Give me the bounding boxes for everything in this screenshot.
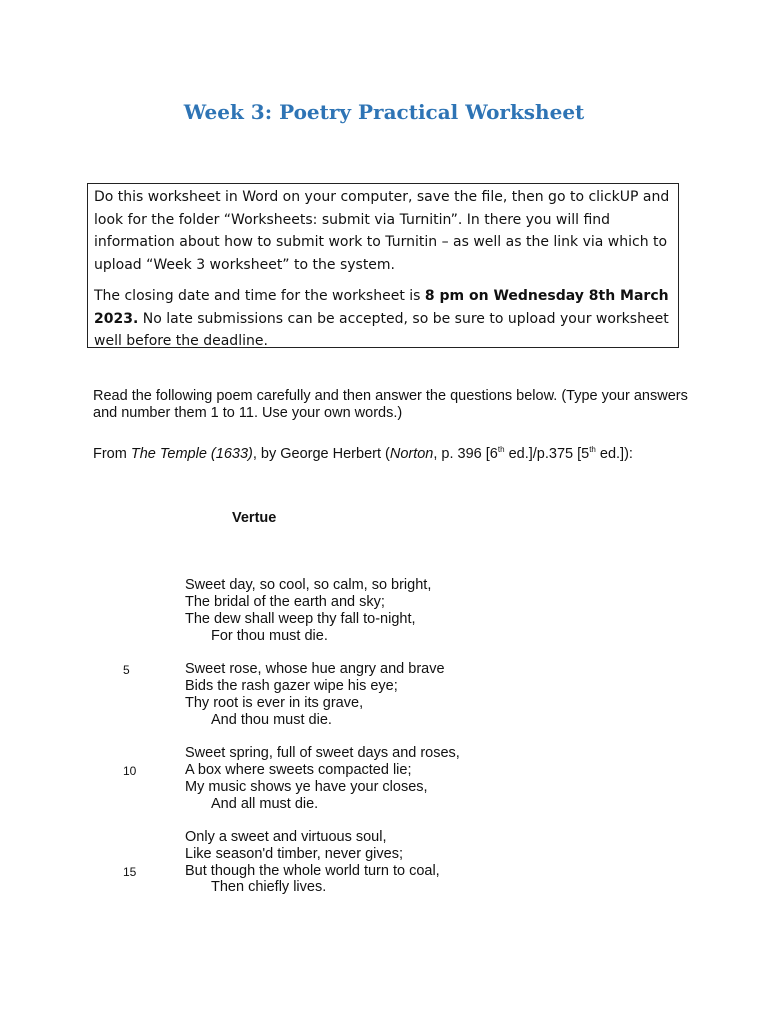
submission-notice-box bbox=[87, 183, 679, 348]
poem-title: Vertue bbox=[232, 510, 277, 526]
source-author: , by George Herbert ( bbox=[252, 445, 390, 462]
source-prefix: From bbox=[93, 445, 131, 462]
deadline-date: 8 pm on Wednesday 8th March 2023. bbox=[94, 288, 669, 327]
source-ref-part2: ed.]/p.375 [5 bbox=[504, 445, 590, 462]
poem-line: A box where sweets compacted lie; bbox=[185, 762, 412, 778]
poem-line: For thou must die. bbox=[211, 628, 328, 644]
notice-paragraph-instructions: Do this worksheet in Word on your computer, save the file, then go to clickUP and look for the folder “Worksheets: submit via Turnitin”. In there you will find information about how to submit work to Turnitin – as well as the link via which to upload “Week 3 worksheet” to the system. bbox=[94, 189, 670, 273]
poem-line: The dew shall weep thy fall to-night, bbox=[185, 611, 416, 627]
deadline-text-before: The closing date and time for the worksheet is bbox=[94, 288, 425, 304]
poem-line: Thy root is ever in its grave, bbox=[185, 695, 364, 711]
line-number: 5 bbox=[123, 663, 130, 677]
poem-line: Sweet rose, whose hue angry and brave bbox=[185, 661, 445, 677]
source-book: The Temple (1633) bbox=[130, 445, 253, 462]
notice-paragraph-deadline bbox=[94, 285, 672, 353]
poem-line: Only a sweet and virtuous soul, bbox=[185, 829, 387, 845]
poem-line: And thou must die. bbox=[211, 712, 332, 728]
source-sup-2: th bbox=[589, 445, 596, 454]
poem-source bbox=[93, 441, 693, 463]
poem-line: Sweet day, so cool, so calm, so bright, bbox=[185, 577, 432, 593]
answer-instructions: Read the following poem carefully and then answer the questions below. (Type your answers and number them 1 to 11. Use your own words.) bbox=[93, 388, 688, 421]
poem-line: But though the whole world turn to coal, bbox=[185, 863, 440, 879]
poem-line: And all must die. bbox=[211, 796, 319, 812]
source-anthology: Norton bbox=[389, 445, 434, 462]
worksheet-title: Week 3: Poetry Practical Worksheet bbox=[183, 100, 585, 124]
poem-line: Then chiefly lives. bbox=[211, 879, 327, 895]
line-number: 10 bbox=[123, 764, 137, 778]
poem-line: Sweet spring, full of sweet days and roses, bbox=[185, 745, 460, 761]
poem-line: Like season'd timber, never gives; bbox=[185, 846, 403, 862]
line-number: 15 bbox=[123, 865, 137, 879]
source-sup-1: th bbox=[497, 445, 505, 454]
source-ref-part3: ed.]): bbox=[595, 445, 633, 462]
poem-line: My music shows ye have your closes, bbox=[185, 779, 428, 795]
poem-line: Bids the rash gazer wipe his eye; bbox=[185, 678, 398, 694]
source-ref-part1: , p. 396 [6 bbox=[433, 445, 498, 462]
deadline-text-after: No late submissions can be accepted, so be sure to upload your worksheet well before the deadline. bbox=[94, 310, 669, 349]
poem-line: The bridal of the earth and sky; bbox=[185, 594, 385, 610]
